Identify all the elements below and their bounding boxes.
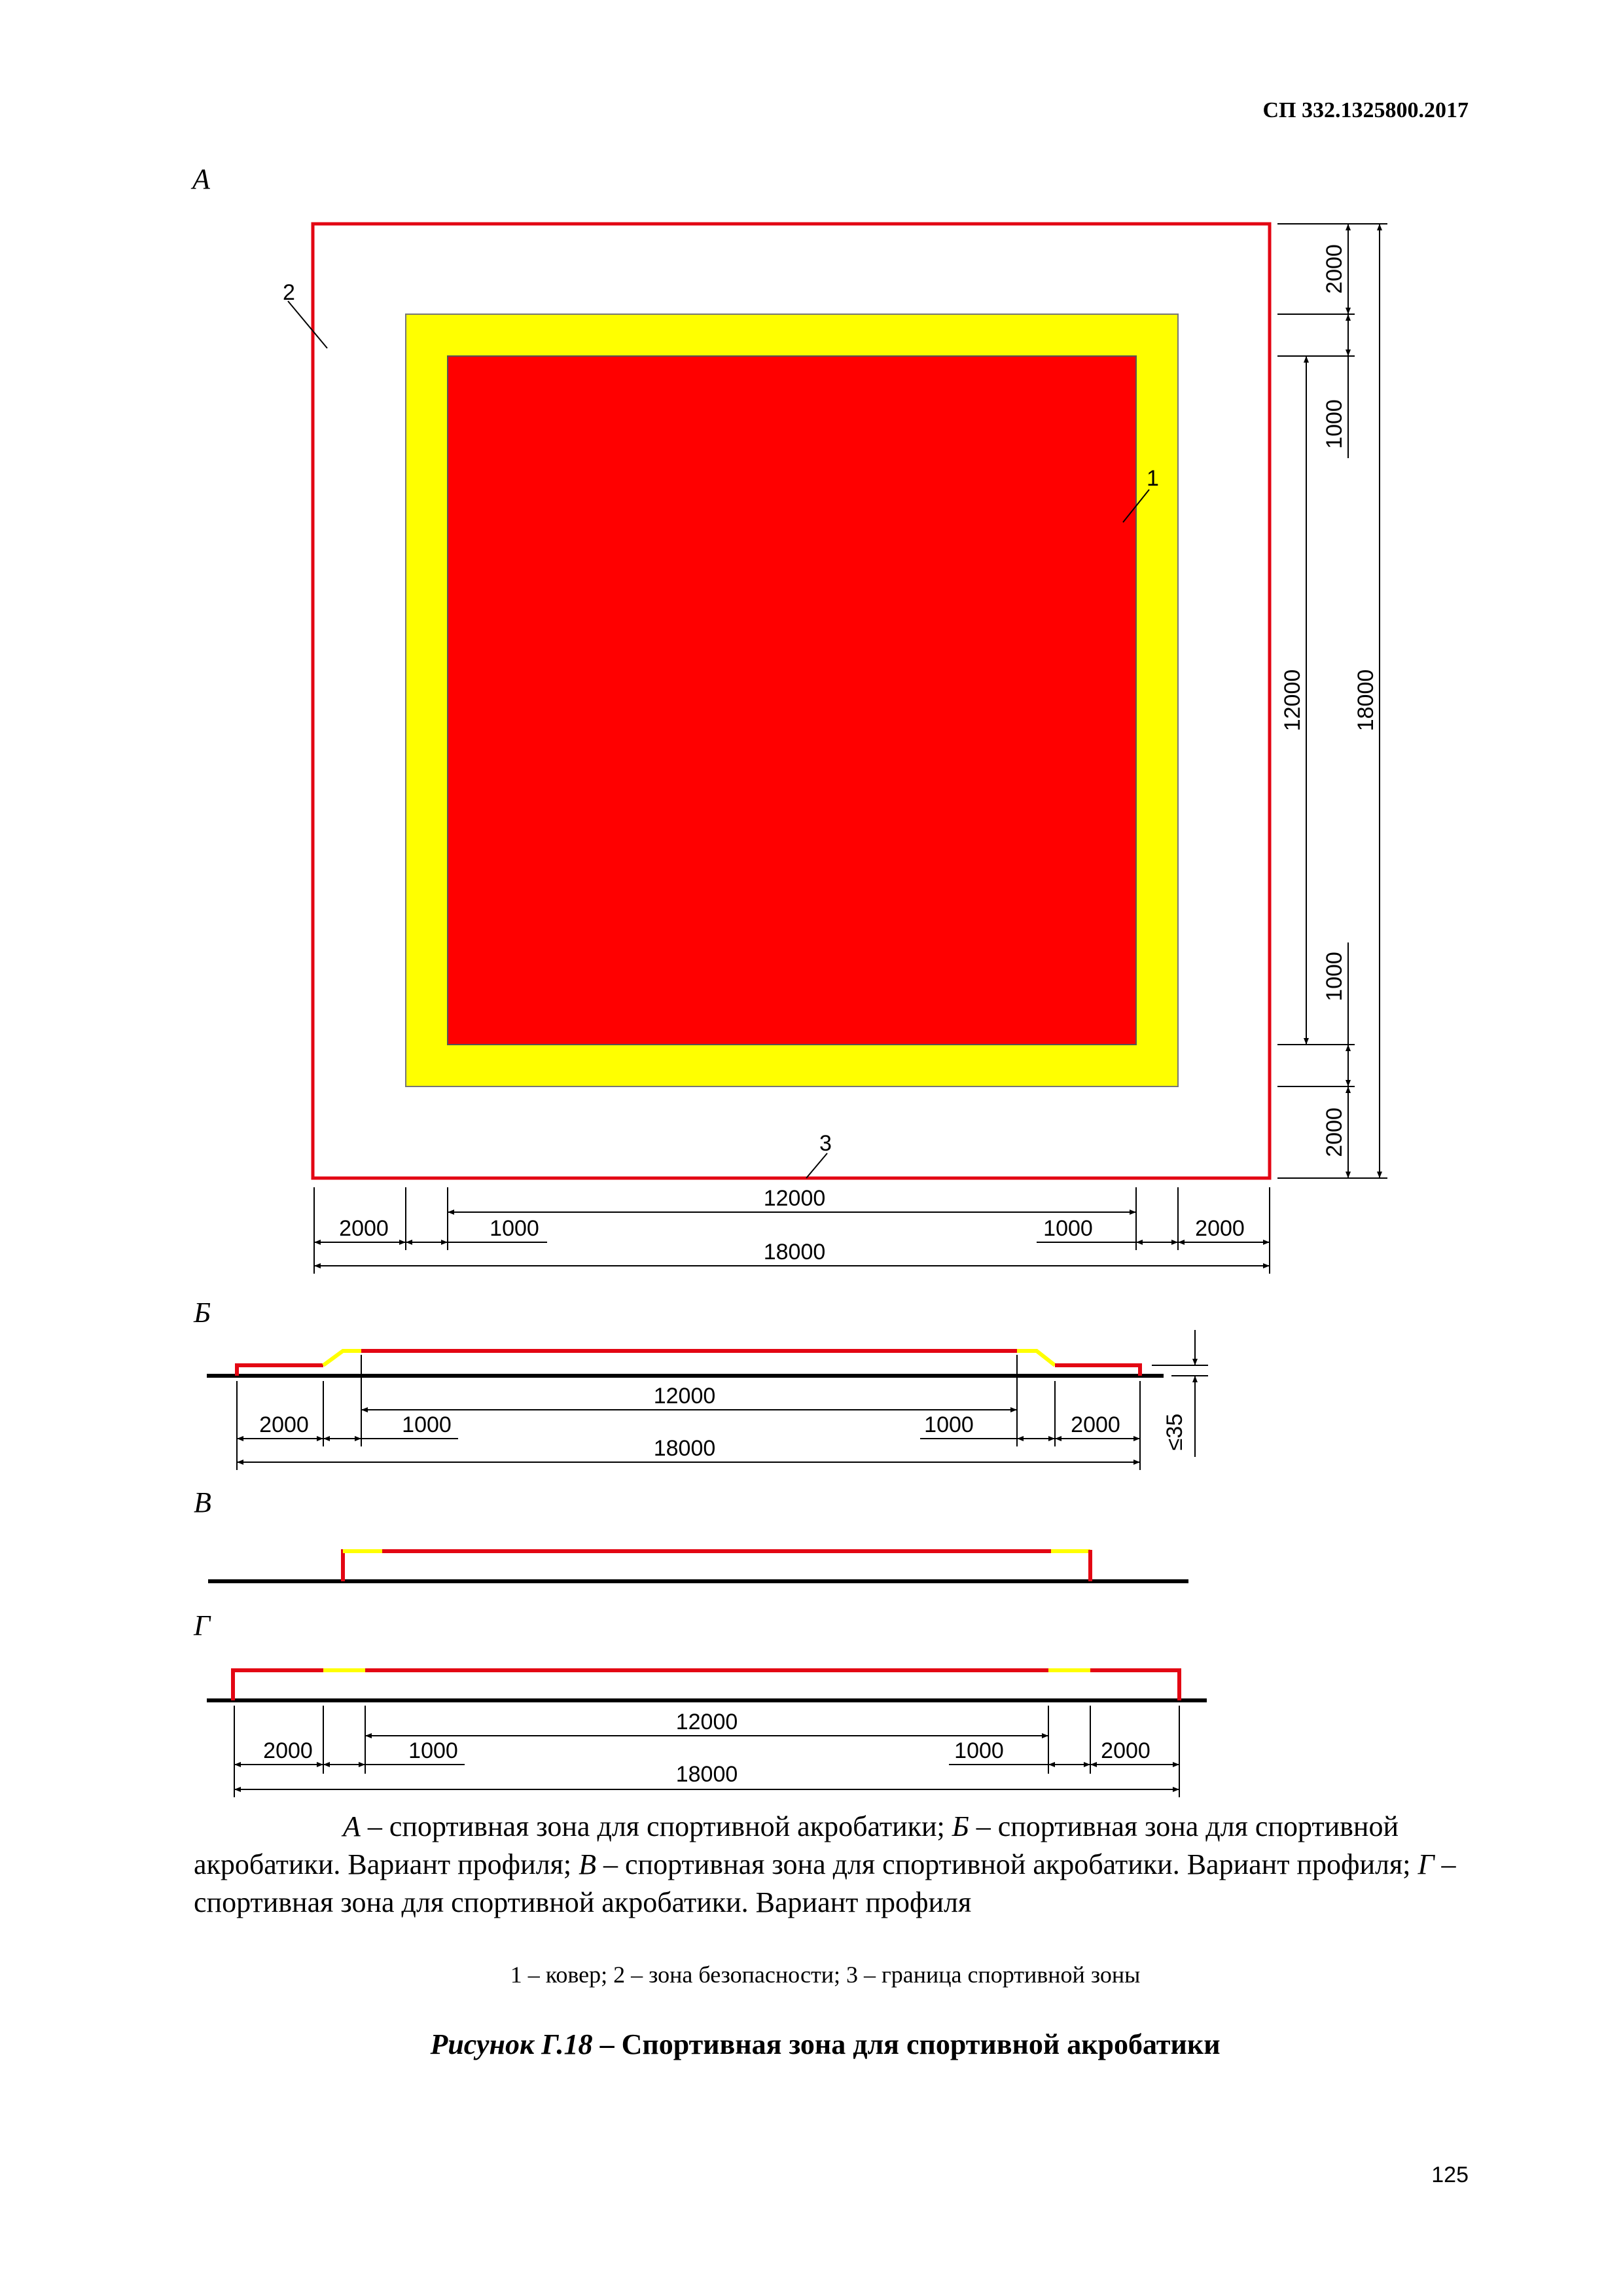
g-dim-margin-left: 2000 <box>263 1738 313 1763</box>
figure-title <box>194 2028 1457 2061</box>
plan-vdim-border-bottom: 1000 <box>1322 952 1347 1001</box>
callout-1: 1 <box>1147 466 1159 491</box>
plan-dim-carpet: 12000 <box>763 1186 826 1211</box>
g-dim-margin-right: 2000 <box>1101 1738 1150 1763</box>
panel-label-v: В <box>194 1486 211 1518</box>
figure-label: Рисунок Г.18 <box>430 2028 593 2060</box>
b-dim-total: 18000 <box>653 1436 716 1461</box>
panel-label-g: Г <box>194 1609 211 1641</box>
figure-title-text: – Спортивная зона для спортивной акробатики <box>592 2028 1221 2060</box>
caption-text-b: – спортивная зона для спортивной акробатики. Вариант профиля; <box>194 1810 1399 1880</box>
red-carpet <box>448 356 1136 1045</box>
b-dim-border-left: 1000 <box>402 1412 452 1437</box>
plan-vdim-margin-bottom: 2000 <box>1322 1107 1347 1157</box>
caption-letter-b: Б <box>952 1810 969 1842</box>
plan-dim-border-left: 1000 <box>490 1216 539 1241</box>
caption-letter-a: А <box>343 1810 361 1842</box>
caption-text-v: – спортивная зона для спортивной акробатики. Вариант профиля; <box>596 1848 1418 1880</box>
profile-g <box>207 1670 1207 1797</box>
profile-b <box>207 1330 1208 1470</box>
document-code: СП 332.1325800.2017 <box>1262 98 1469 122</box>
plan-view <box>283 224 1387 1274</box>
b-dim-height: ≤35 <box>1162 1413 1187 1451</box>
plan-vdim-margin-top: 2000 <box>1322 244 1347 294</box>
b-dim-border-right: 1000 <box>924 1412 974 1437</box>
g-dim-border-left: 1000 <box>408 1738 458 1763</box>
plan-dim-margin-right: 2000 <box>1195 1216 1245 1241</box>
plan-vdim-carpet: 12000 <box>1280 669 1305 732</box>
panel-label-b: Б <box>194 1297 211 1329</box>
g-dim-total: 18000 <box>675 1762 738 1787</box>
b-dim-margin-right: 2000 <box>1071 1412 1120 1437</box>
caption-text-a: – спортивная зона для спортивной акробатики; <box>360 1810 952 1842</box>
callout-2: 2 <box>283 280 295 305</box>
b-dim-margin-left: 2000 <box>259 1412 309 1437</box>
page-number: 125 <box>1431 2162 1469 2187</box>
figure-legend: 1 – ковер; 2 – зона безопасности; 3 – граница спортивной зоны <box>510 1962 1141 1988</box>
g-dim-border-right: 1000 <box>954 1738 1004 1763</box>
caption-letter-v: В <box>579 1848 597 1880</box>
plan-vdim-border-top: 1000 <box>1322 399 1347 449</box>
plan-dim-total: 18000 <box>763 1240 826 1265</box>
plan-vdim-total: 18000 <box>1353 669 1378 732</box>
panel-label-a: А <box>192 163 210 195</box>
b-dim-carpet: 12000 <box>653 1384 716 1408</box>
plan-dim-margin-left: 2000 <box>339 1216 389 1241</box>
plan-dim-border-right: 1000 <box>1043 1216 1093 1241</box>
figure-caption <box>194 1808 1457 1922</box>
caption-letter-g: Г <box>1418 1848 1435 1880</box>
caption-text-g: – спортивная зона для спортивной акробатики. Вариант профиля <box>194 1848 1456 1918</box>
profile-v <box>208 1550 1188 1581</box>
callout-3: 3 <box>819 1131 832 1156</box>
g-dim-carpet: 12000 <box>675 1710 738 1734</box>
